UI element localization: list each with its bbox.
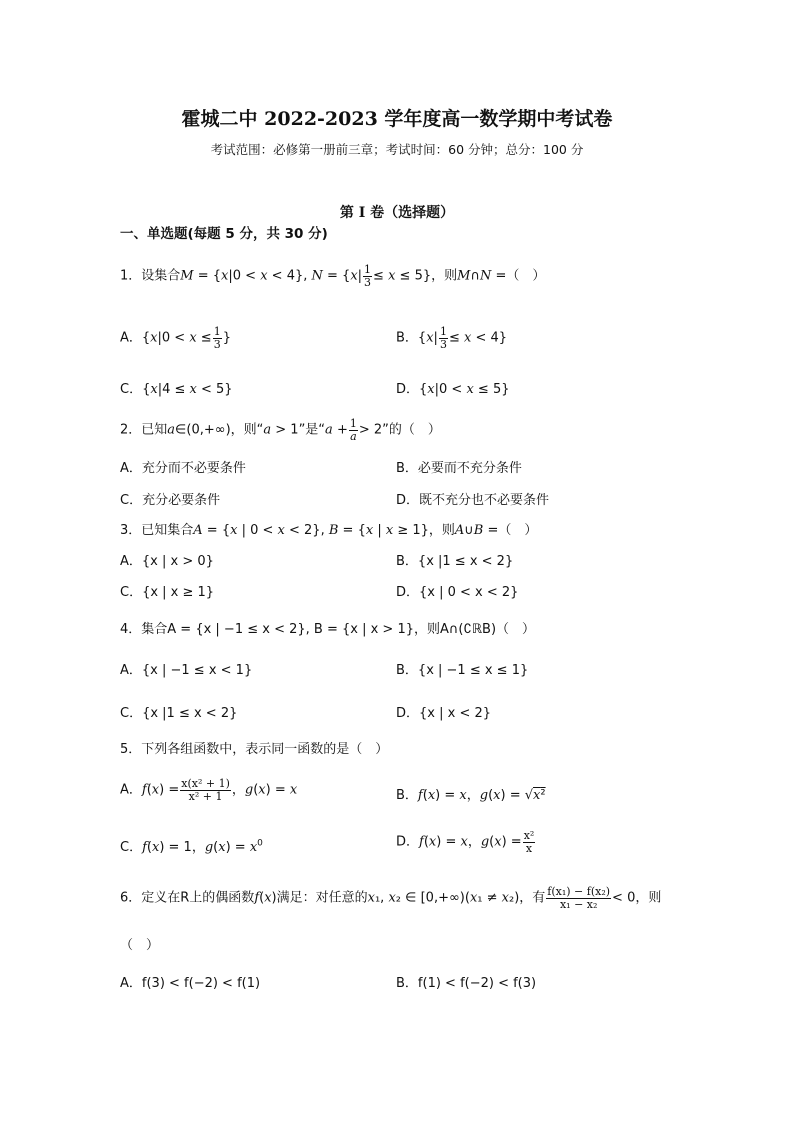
- question-1-option-c[interactable]: C．{x|4 ≤ x < 5}: [120, 382, 233, 397]
- question-2-stem: 2．已知a∈(0,+∞)，则“a > 1”是“a + $\frac{1}{a}$ > 2”的（ ）: [120, 417, 441, 443]
- question-6-option-b[interactable]: B．f(1) < f(−2) < f(3): [396, 976, 537, 991]
- question-6-option-a[interactable]: A．f(3) < f(−2) < f(1): [120, 976, 261, 991]
- part-heading: 第 I 卷（选择题）: [339, 205, 455, 221]
- question-4-option-d[interactable]: D．{x | x < 2}: [396, 706, 492, 721]
- question-5-option-c[interactable]: C．f(x) = 1，$g(x) = x^0$: [120, 838, 263, 855]
- question-4-stem: 4．集合A = {x | −1 ≤ x < 2}, B = {x | x > 1}，则A∩(∁ℝB)（ ）: [120, 622, 536, 637]
- question-1-option-a[interactable]: A．{x|0 < x ≤ $\frac{1}{3}$ }: [120, 325, 231, 351]
- question-1-stem: 1．设集合M = {x|0 < x < 4}, N = {x| $\frac{1}{3}$ ≤ x ≤ 5}，则M∩N =（ ）: [120, 263, 546, 289]
- question-3-option-b[interactable]: B．{x |1 ≤ x < 2}: [396, 554, 514, 569]
- section-heading: 一、单选题(每题 5 分，共 30 分): [120, 226, 328, 242]
- exam-subtitle: 考试范围：必修第一册前三章；考试时间：60 分钟；总分：100 分: [210, 142, 584, 157]
- question-5-option-a[interactable]: A．f(x) = $\frac{\text{x(x² + 1)}}{\text{x² + 1}}$ ，g(x) = x: [120, 777, 298, 803]
- question-1-option-b[interactable]: B．{x| $\frac{1}{3}$ ≤ x < 4}: [396, 325, 508, 351]
- question-4-option-b[interactable]: B．{x | −1 ≤ x ≤ 1}: [396, 663, 529, 678]
- question-1-option-d[interactable]: D．{x|0 < x ≤ 5}: [396, 382, 510, 397]
- question-4-option-c[interactable]: C．{x |1 ≤ x < 2}: [120, 706, 238, 721]
- question-2-option-a[interactable]: A．充分而不必要条件: [120, 461, 246, 476]
- question-6-stem-paren: （ ）: [120, 938, 160, 953]
- question-3-option-a[interactable]: A．{x | x > 0}: [120, 554, 214, 569]
- question-6-stem: 6．定义在R上的偶函数f(x)满足：对任意的x₁, x₂ ∈ [0,+∞)(x₁ ≠ x₂)，有 $\frac{\text{f(x₁) − f(x₂)}}{\text{x₁ − x₂}}$ < 0，则: [120, 885, 662, 911]
- question-5-stem: 5．下列各组函数中，表示同一函数的是（ ）: [120, 742, 389, 757]
- question-3-option-d[interactable]: D．{x | 0 < x < 2}: [396, 585, 519, 600]
- question-4-option-a[interactable]: A．{x | −1 ≤ x < 1}: [120, 663, 253, 678]
- question-2-option-c[interactable]: C．充分必要条件: [120, 493, 221, 508]
- question-5-option-b[interactable]: B．f(x) = x，g(x) = √x²: [396, 788, 546, 803]
- exam-title: 霍城二中 2022-2023 学年度高一数学期中考试卷: [181, 108, 613, 130]
- question-3-stem: 3．已知集合A = {x | 0 < x < 2}, B = {x | x ≥ 1}，则A∪B =（ ）: [120, 523, 538, 538]
- question-3-option-c[interactable]: C．{x | x ≥ 1}: [120, 585, 215, 600]
- question-5-option-d[interactable]: D．f(x) = x，g(x) = $\frac{\text{x²}}{x}$: [396, 829, 535, 855]
- question-2-option-b[interactable]: B．必要而不充分条件: [396, 461, 522, 476]
- question-2-option-d[interactable]: D．既不充分也不必要条件: [396, 493, 550, 508]
